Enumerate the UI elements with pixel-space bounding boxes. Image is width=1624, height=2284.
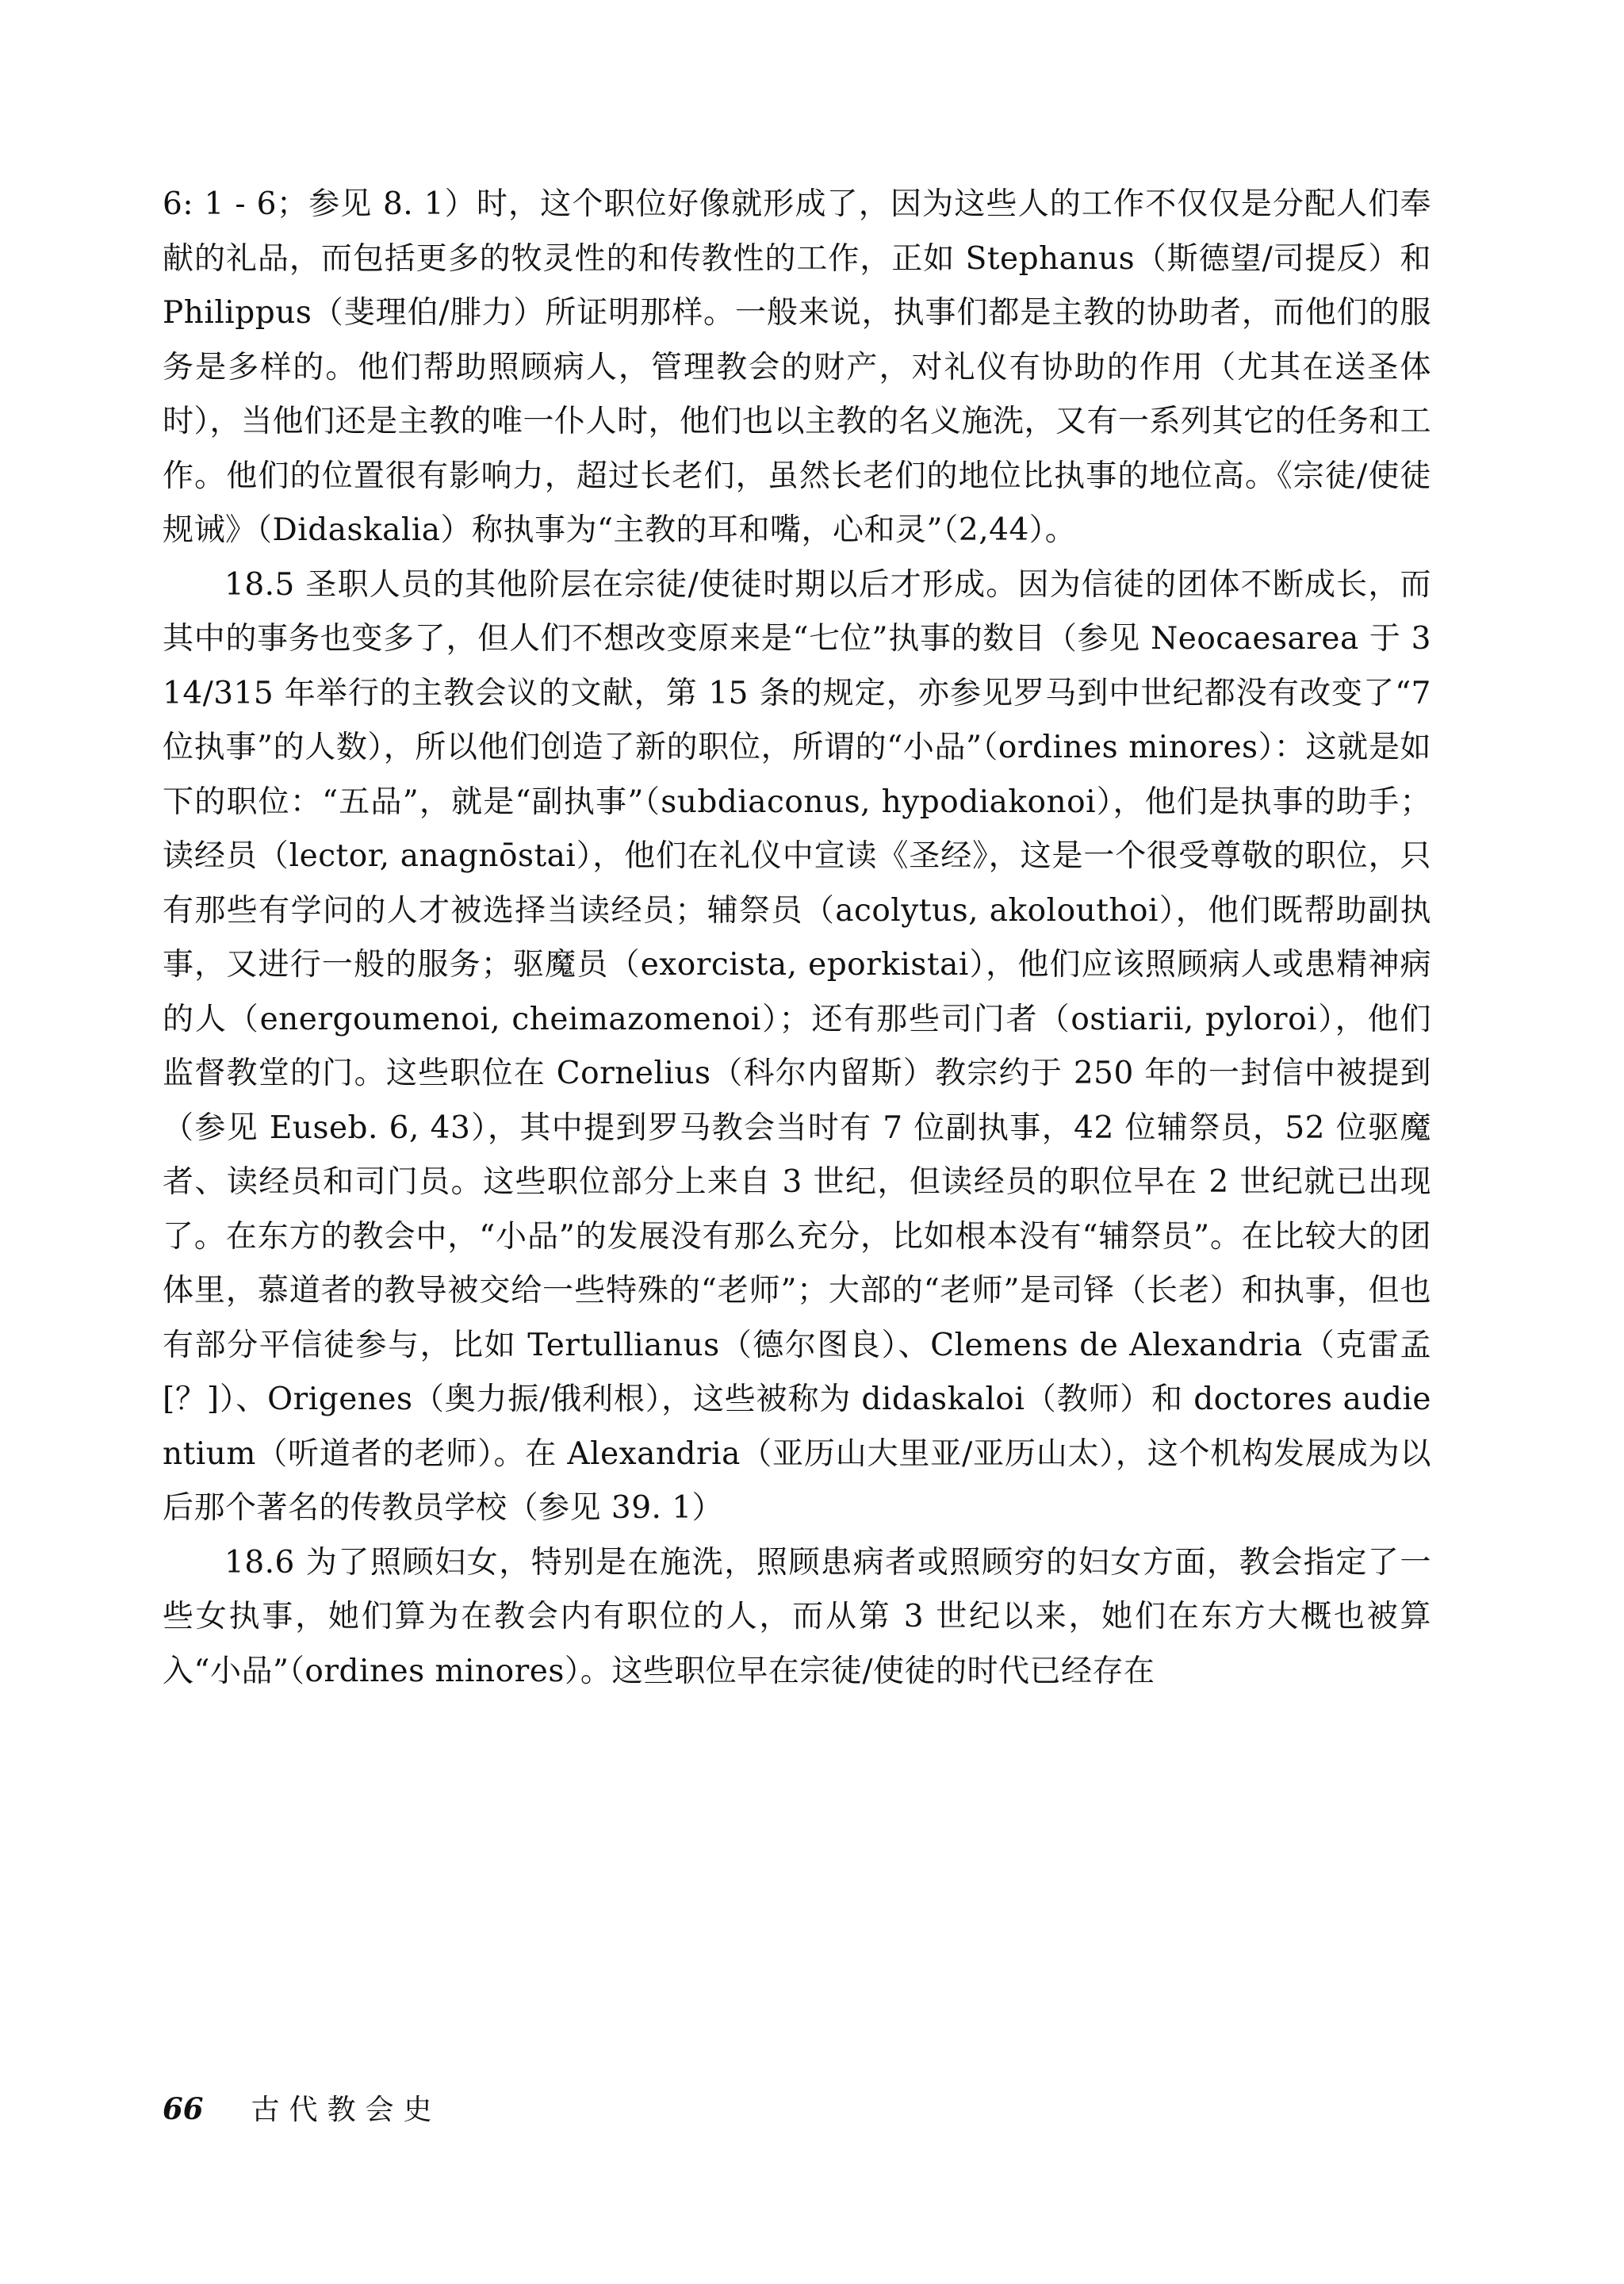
- running-title: 古代教会史: [251, 2094, 442, 2126]
- paragraph-18-5: 18.5 圣职人员的其他阶层在宗徒/使徒时期以后才形成。因为信徒的团体不断成长，而其中的事务也变多了，但人们不想改变原来是“七位”执事的数目（参见 Neocaesarea 于 314/315 年举行的主教会议的文献，第 15 条的规定，亦参见罗马到中世纪都没有改变了“7 位执事”的人数），所以他们创造了新的职位，所谓的“小品”（ordines minores）：这就是如下的职位：“五品”，就是“副执事”（subdiaconus, hypodiakonoi），他们是执事的助手；读经员（lector, anagnōstai），他们在礼仪中宣读《圣经》，这是一个很受尊敬的职位，只有那些有学问的人才被选择当读经员；辅祭员（acolytus, akolouthoi），他们既帮助副执事，又进行一般的服务；驱魔员（exorcista, eporkistai），他们应该照顾病人或患精神病的人（energoumenoi, cheimazomenoi）；还有那些司门者（ostiarii, pyloroi），他们监督教堂的门。这些职位在 Cornelius（科尔内留斯）教宗约于 250 年的一封信中被提到（参见 Euseb. 6, 43），其中提到罗马教会当时有 7 位副执事，42 位辅祭员，52 位驱魔者、读经员和司门员。这些职位部分上来自 3 世纪，但读经员的职位早在 2 世纪就已出现了。在东方的教会中，“小品”的发展没有那么充分，比如根本没有“辅祭员”。在比较大的团体里，慕道者的教导被交给一些特殊的“老师”；大部的“老师”是司铎（长老）和执事，但也有部分平信徒参与，比如 Tertullianus（德尔图良）、Clemens de Alexandria（克雷孟[？]）、Origenes（奥力振/俄利根），这些被称为 didaskaloi（教师）和 doctores audientium（听道者的老师）。在 Alexandria（亚历山大里亚/亚历山太），这个机构发展成为以后那个著名的传教员学校（参见 39. 1）: [163, 566, 1431, 1526]
- paragraph-continuation: 6: 1 - 6；参见 8. 1）时，这个职位好像就形成了，因为这些人的工作不仅仅是分配人们奉献的礼品，而包括更多的牧灵性的和传教性的工作，正如 Stephanus（斯德望/司提反）和 Philippus（斐理伯/腓力）所证明那样。一般来说，执事们都是主教的协助者，而他们的服务是多样的。他们帮助照顾病人，管理教会的财产，对礼仪有协助的作用（尤其在送圣体时），当他们还是主教的唯一仆人时，他们也以主教的名义施洗，又有一系列其它的任务和工作。他们的位置很有影响力，超过长老们，虽然长老们的地位比执事的地位高。《宗徒/使徒规诫》（Didaskalia）称执事为“主教的耳和嘴，心和灵”（2,44）。: [163, 186, 1432, 548]
- paragraph-18-6: 18.6 为了照顾妇女，特别是在施洗，照顾患病者或照顾穷的妇女方面，教会指定了一些女执事，她们算为在教会内有职位的人，而从第 3 世纪以来，她们在东方大概也被算入“小品”（ordines minores）。这些职位早在宗徒/使徒的时代已经存在: [163, 1544, 1431, 1689]
- page-footer: [163, 2087, 442, 2128]
- body-text: [163, 178, 1431, 1699]
- page-number: 66: [163, 2091, 204, 2126]
